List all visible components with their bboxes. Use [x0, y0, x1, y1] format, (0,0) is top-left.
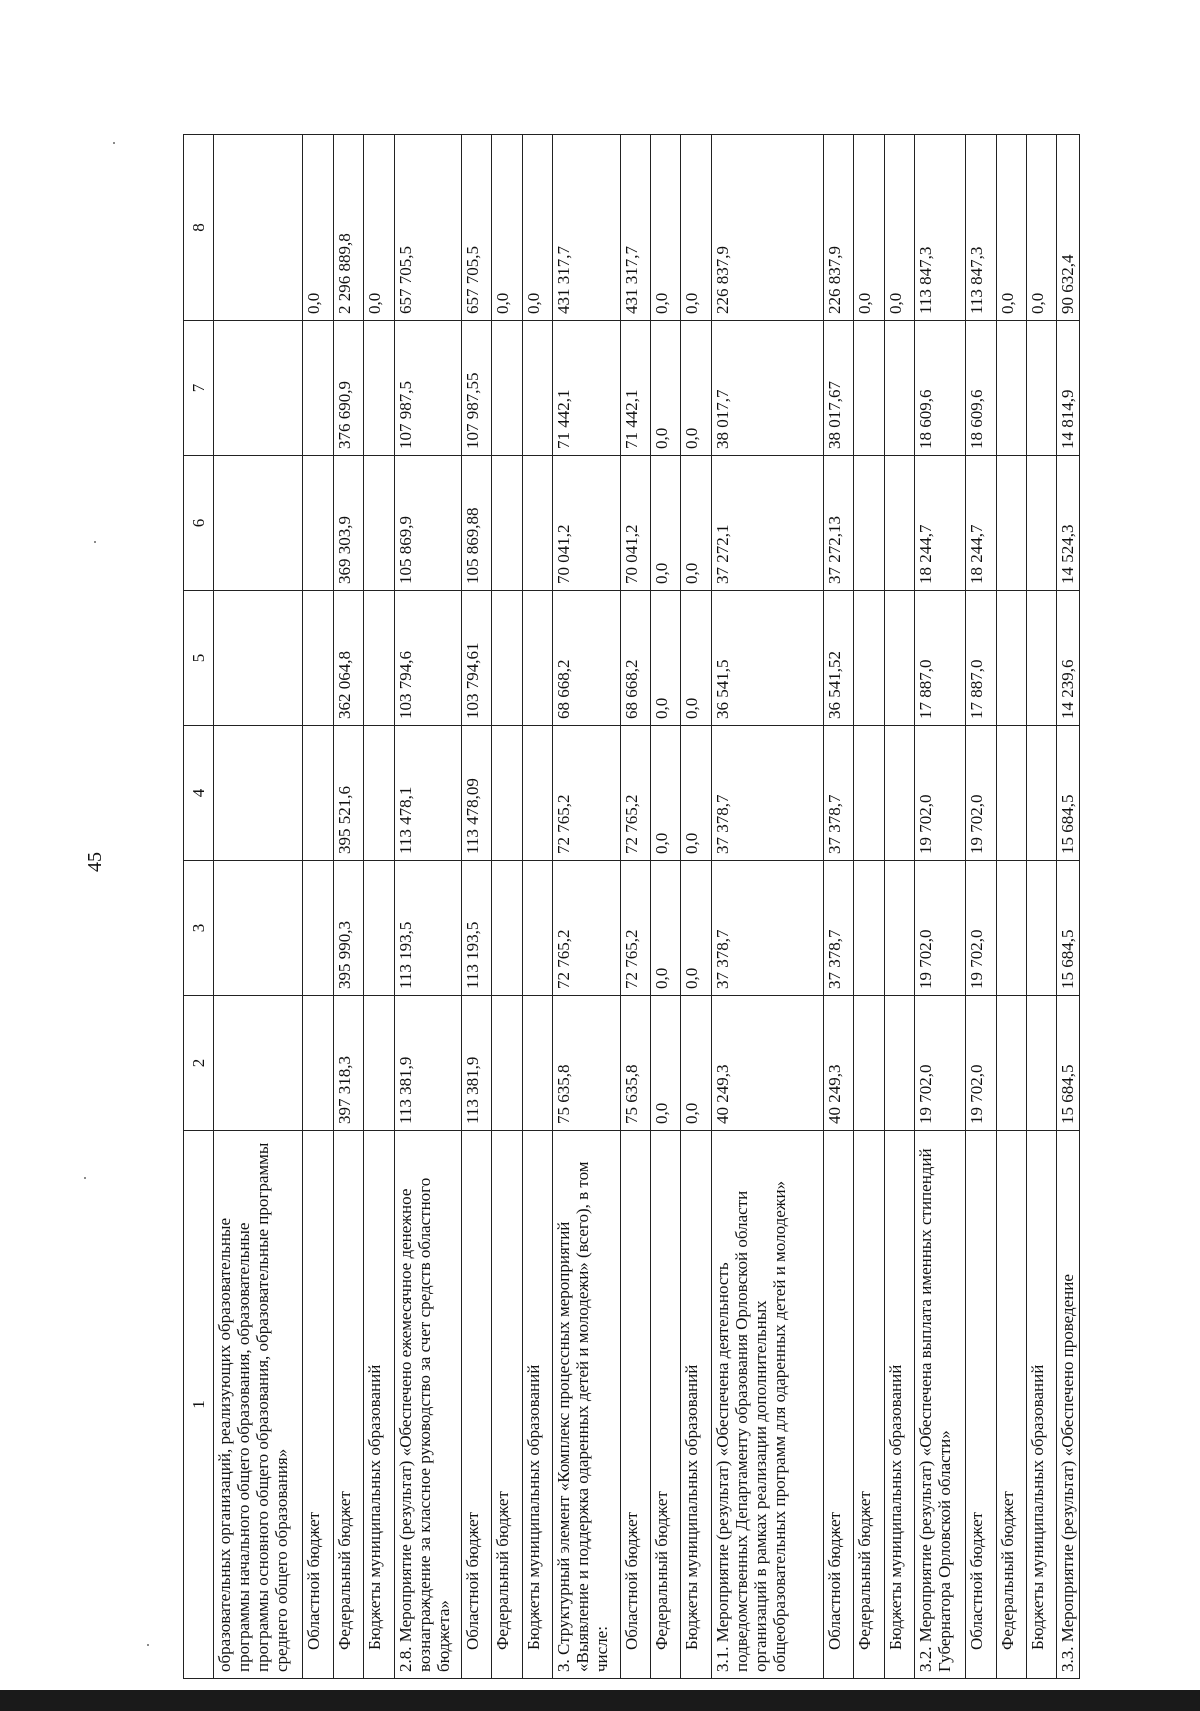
value-cell: 105 869,88: [461, 456, 491, 591]
value-cell: [884, 861, 914, 996]
value-cell: [854, 861, 884, 996]
value-cell: 14 524,3: [1057, 456, 1080, 591]
table-header: [184, 135, 214, 1679]
value-cell: [1026, 456, 1056, 591]
value-cell: 18 609,6: [915, 321, 966, 456]
value-cell: [303, 996, 333, 1131]
value-cell: 0,0: [681, 861, 711, 996]
table-row: [681, 135, 711, 1679]
value-cell: 14 814,9: [1057, 321, 1080, 456]
header-cell: 6: [184, 456, 214, 591]
value-cell: [884, 456, 914, 591]
value-cell: 0,0: [681, 321, 711, 456]
value-cell: [854, 321, 884, 456]
row-label: Бюджеты муниципальных образований: [681, 1131, 711, 1679]
value-cell: 369 303,9: [333, 456, 363, 591]
table-row: [620, 135, 650, 1679]
page-number: 45: [84, 852, 106, 872]
value-cell: 37 378,7: [823, 726, 853, 861]
value-cell: 15 684,5: [1057, 996, 1080, 1131]
value-cell: 0,0: [650, 996, 680, 1131]
value-cell: 19 702,0: [915, 726, 966, 861]
row-label: 3.3. Мероприятие (результат) «Обеспечено проведение: [1057, 1131, 1080, 1679]
value-cell: 226 837,9: [711, 135, 823, 321]
row-label: Федеральный бюджет: [492, 1131, 522, 1679]
value-cell: 19 702,0: [966, 726, 996, 861]
value-cell: 72 765,2: [620, 861, 650, 996]
value-cell: 0,0: [996, 135, 1026, 321]
table-row: [823, 135, 853, 1679]
row-label: 3.2. Мероприятие (результат) «Обеспечена выплата именных стипендий Губернатора Орловской области»: [915, 1131, 966, 1679]
scan-speck: [113, 142, 115, 144]
value-cell: [522, 726, 552, 861]
value-cell: 19 702,0: [966, 861, 996, 996]
value-cell: [1026, 861, 1056, 996]
row-label: образовательных организаций, реализующих образовательные программы начального общего образования, образовательные программы основного общего образования, образовательные программы среднего общего образования»: [214, 1131, 303, 1679]
value-cell: [1026, 591, 1056, 726]
value-cell: 657 705,5: [461, 135, 491, 321]
value-cell: [364, 321, 394, 456]
value-cell: 113 478,09: [461, 726, 491, 861]
header-cell: 1: [184, 1131, 214, 1679]
value-cell: 70 041,2: [553, 456, 620, 591]
value-cell: [364, 726, 394, 861]
table-row: [364, 135, 394, 1679]
header-cell: 4: [184, 726, 214, 861]
value-cell: [522, 996, 552, 1131]
value-cell: 105 869,9: [394, 456, 461, 591]
value-cell: 431 317,7: [553, 135, 620, 321]
value-cell: 0,0: [681, 996, 711, 1131]
row-label: Областной бюджет: [620, 1131, 650, 1679]
value-cell: 72 765,2: [553, 726, 620, 861]
value-cell: [996, 996, 1026, 1131]
value-cell: 0,0: [1026, 135, 1056, 321]
value-cell: [996, 726, 1026, 861]
row-label: Федеральный бюджет: [650, 1131, 680, 1679]
row-label: Бюджеты муниципальных образований: [364, 1131, 394, 1679]
value-cell: 19 702,0: [966, 996, 996, 1131]
table-row: [650, 135, 680, 1679]
row-label: 2.8. Мероприятие (результат) «Обеспечено ежемесячное денежное вознаграждение за классное руководство за счет средств областного бюджета»: [394, 1131, 461, 1679]
value-cell: 0,0: [364, 135, 394, 321]
value-cell: 0,0: [650, 861, 680, 996]
value-cell: 71 442,1: [553, 321, 620, 456]
value-cell: 15 684,5: [1057, 726, 1080, 861]
value-cell: 0,0: [650, 591, 680, 726]
value-cell: [303, 726, 333, 861]
table-row: [461, 135, 491, 1679]
value-cell: 113 381,9: [394, 996, 461, 1131]
value-cell: 113 847,3: [966, 135, 996, 321]
value-cell: 17 887,0: [966, 591, 996, 726]
value-cell: 113 478,1: [394, 726, 461, 861]
value-cell: 15 684,5: [1057, 861, 1080, 996]
value-cell: 0,0: [854, 135, 884, 321]
value-cell: [854, 456, 884, 591]
value-cell: [1026, 726, 1056, 861]
value-cell: 0,0: [650, 135, 680, 321]
value-cell: 376 690,9: [333, 321, 363, 456]
value-cell: 0,0: [522, 135, 552, 321]
rotated-table-wrapper: [183, 135, 1080, 1679]
value-cell: 75 635,8: [620, 996, 650, 1131]
row-label: Федеральный бюджет: [854, 1131, 884, 1679]
table-row: [854, 135, 884, 1679]
value-cell: [522, 861, 552, 996]
value-cell: 0,0: [650, 321, 680, 456]
header-cell: 7: [184, 321, 214, 456]
table-row: [711, 135, 823, 1679]
value-cell: [364, 591, 394, 726]
value-cell: 40 249,3: [823, 996, 853, 1131]
value-cell: [492, 726, 522, 861]
value-cell: [214, 726, 303, 861]
table-row: [553, 135, 620, 1679]
scan-bottom-edge: [0, 1690, 1200, 1711]
value-cell: [854, 996, 884, 1131]
value-cell: 72 765,2: [620, 726, 650, 861]
table-row: [492, 135, 522, 1679]
value-cell: 37 378,7: [711, 861, 823, 996]
value-cell: [303, 321, 333, 456]
value-cell: 19 702,0: [915, 996, 966, 1131]
value-cell: [214, 456, 303, 591]
scan-speck: [84, 1177, 86, 1179]
value-cell: 431 317,7: [620, 135, 650, 321]
value-cell: 71 442,1: [620, 321, 650, 456]
value-cell: 0,0: [681, 591, 711, 726]
value-cell: 113 193,5: [394, 861, 461, 996]
value-cell: [996, 456, 1026, 591]
table-body: [214, 135, 1080, 1679]
table-row: [394, 135, 461, 1679]
value-cell: 103 794,6: [394, 591, 461, 726]
header-cell: 2: [184, 996, 214, 1131]
value-cell: 2 296 889,8: [333, 135, 363, 321]
value-cell: [492, 591, 522, 726]
value-cell: [214, 861, 303, 996]
value-cell: [884, 726, 914, 861]
row-label: Областной бюджет: [461, 1131, 491, 1679]
table-row: [884, 135, 914, 1679]
value-cell: [996, 861, 1026, 996]
value-cell: 113 193,5: [461, 861, 491, 996]
value-cell: [303, 861, 333, 996]
value-cell: 0,0: [650, 726, 680, 861]
value-cell: 40 249,3: [711, 996, 823, 1131]
row-label: Областной бюджет: [823, 1131, 853, 1679]
value-cell: [492, 996, 522, 1131]
value-cell: 113 847,3: [915, 135, 966, 321]
value-cell: 37 272,1: [711, 456, 823, 591]
value-cell: 0,0: [681, 135, 711, 321]
value-cell: 38 017,67: [823, 321, 853, 456]
value-cell: 37 272,13: [823, 456, 853, 591]
value-cell: 18 244,7: [915, 456, 966, 591]
value-cell: [1026, 996, 1056, 1131]
row-label: 3.1. Мероприятие (результат) «Обеспечена деятельность подведомственных Департаменту образования Орловской области организаций в рамках реализации дополнительных общеобразовательных программ для одаренных детей и молодежи»: [711, 1131, 823, 1679]
scan-speck: [147, 1644, 149, 1646]
table-row: [522, 135, 552, 1679]
value-cell: 75 635,8: [553, 996, 620, 1131]
value-cell: [884, 996, 914, 1131]
value-cell: 0,0: [681, 456, 711, 591]
value-cell: 0,0: [650, 456, 680, 591]
table-row: [996, 135, 1026, 1679]
value-cell: 36 541,5: [711, 591, 823, 726]
header-cell: 8: [184, 135, 214, 321]
value-cell: 0,0: [303, 135, 333, 321]
value-cell: 19 702,0: [915, 861, 966, 996]
value-cell: 68 668,2: [620, 591, 650, 726]
value-cell: [996, 321, 1026, 456]
value-cell: 68 668,2: [553, 591, 620, 726]
row-label: Бюджеты муниципальных образований: [1026, 1131, 1056, 1679]
value-cell: [884, 591, 914, 726]
value-cell: [884, 321, 914, 456]
row-label: Федеральный бюджет: [996, 1131, 1026, 1679]
value-cell: [854, 726, 884, 861]
value-cell: 107 987,55: [461, 321, 491, 456]
scan-speck: [94, 541, 96, 543]
value-cell: [364, 996, 394, 1131]
value-cell: 107 987,5: [394, 321, 461, 456]
value-cell: 36 541,52: [823, 591, 853, 726]
value-cell: 397 318,3: [333, 996, 363, 1131]
value-cell: 72 765,2: [553, 861, 620, 996]
header-cell: 5: [184, 591, 214, 726]
value-cell: [492, 321, 522, 456]
value-cell: [492, 456, 522, 591]
value-cell: 70 041,2: [620, 456, 650, 591]
value-cell: [492, 861, 522, 996]
value-cell: 0,0: [492, 135, 522, 321]
value-cell: 90 632,4: [1057, 135, 1080, 321]
value-cell: [364, 861, 394, 996]
value-cell: [364, 456, 394, 591]
value-cell: [522, 321, 552, 456]
table-row: [1057, 135, 1080, 1679]
value-cell: [1026, 321, 1056, 456]
value-cell: [214, 135, 303, 321]
value-cell: 0,0: [681, 726, 711, 861]
row-label: Областной бюджет: [303, 1131, 333, 1679]
row-label: Бюджеты муниципальных образований: [522, 1131, 552, 1679]
value-cell: 103 794,61: [461, 591, 491, 726]
value-cell: [522, 456, 552, 591]
value-cell: 37 378,7: [823, 861, 853, 996]
value-cell: [996, 591, 1026, 726]
table-row: [303, 135, 333, 1679]
value-cell: [522, 591, 552, 726]
table-row: [966, 135, 996, 1679]
table-row: [1026, 135, 1056, 1679]
value-cell: 113 381,9: [461, 996, 491, 1131]
value-cell: 395 990,3: [333, 861, 363, 996]
value-cell: 38 017,7: [711, 321, 823, 456]
header-cell: 3: [184, 861, 214, 996]
value-cell: [854, 591, 884, 726]
value-cell: 18 244,7: [966, 456, 996, 591]
value-cell: [303, 591, 333, 726]
value-cell: 17 887,0: [915, 591, 966, 726]
table-row: [333, 135, 363, 1679]
value-cell: 0,0: [884, 135, 914, 321]
row-label: Федеральный бюджет: [333, 1131, 363, 1679]
value-cell: 395 521,6: [333, 726, 363, 861]
value-cell: [214, 321, 303, 456]
budget-table: [183, 134, 1080, 1679]
value-cell: [303, 456, 333, 591]
row-label: 3. Структурный элемент «Комплекс процессных мероприятий «Выявление и поддержка одаренных детей и молодежи» (всего), в том числе:: [553, 1131, 620, 1679]
value-cell: 657 705,5: [394, 135, 461, 321]
table-row: [915, 135, 966, 1679]
value-cell: 14 239,6: [1057, 591, 1080, 726]
value-cell: [214, 591, 303, 726]
value-cell: [214, 996, 303, 1131]
table-row: [214, 135, 303, 1679]
row-label: Бюджеты муниципальных образований: [884, 1131, 914, 1679]
value-cell: 37 378,7: [711, 726, 823, 861]
row-label: Областной бюджет: [966, 1131, 996, 1679]
value-cell: 362 064,8: [333, 591, 363, 726]
value-cell: 18 609,6: [966, 321, 996, 456]
value-cell: 226 837,9: [823, 135, 853, 321]
